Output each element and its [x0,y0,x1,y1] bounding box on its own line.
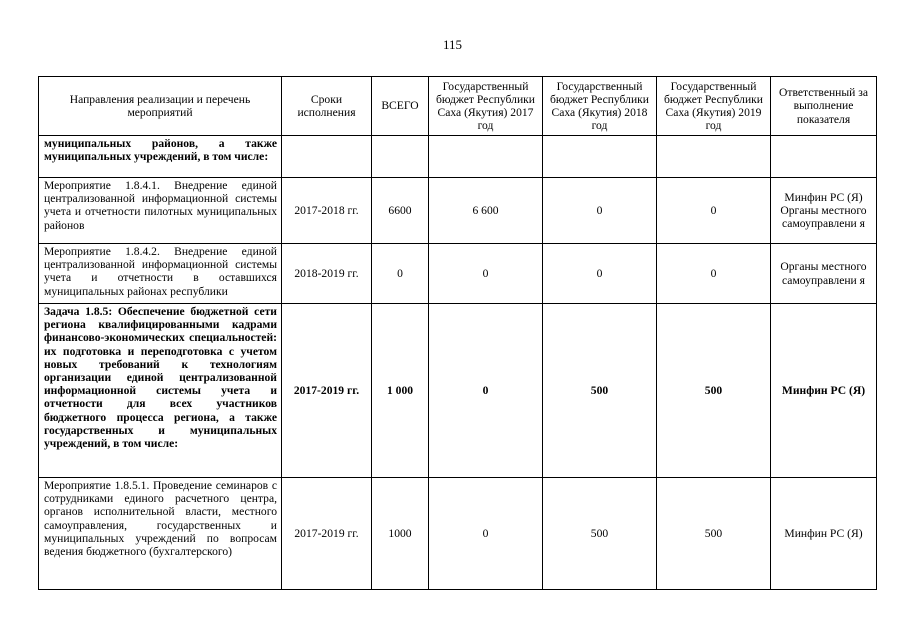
row-period: 2017-2018 гг. [282,178,372,244]
row-responsible: Минфин РС (Я) [771,478,877,590]
budget-table [38,76,877,590]
row-total: 0 [372,244,429,304]
row-name: Задача 1.8.5: Обеспечение бюджетной сети региона квалифицированными кадрами финансово-экономических специальностей: их подготовка и переподготовка с учетом новых требований к технологиям организации единой централизованной информационной системы учета и отчетности для всех участников бюджетного процесса региона, а также государственных и муниципальных учреждений, в том числе: [39,304,282,478]
row-2017 [429,136,543,178]
header-budget-2018: Государственный бюджет Республики Саха (Якутия) 2018 год [543,77,657,136]
row-responsible: Минфин РС (Я) [771,304,877,478]
table-row [39,178,877,244]
row-period: 2017-2019 гг. [282,304,372,478]
table-row [39,478,877,590]
row-2019: 0 [657,244,771,304]
row-responsible: Минфин РС (Я) Органы местного самоуправлени я [771,178,877,244]
table-row [39,304,877,478]
row-responsible: Органы местного самоуправлени я [771,244,877,304]
header-row [39,77,877,136]
header-budget-2017: Государственный бюджет Республики Саха (Якутия) 2017 год [429,77,543,136]
row-total: 6600 [372,178,429,244]
row-2019: 0 [657,178,771,244]
row-2017: 6 600 [429,178,543,244]
row-name: Мероприятие 1.8.4.2. Внедрение единой централизованной информационной системы учета и отчетности в оставшихся муниципальных районах республики [39,244,282,304]
row-2018: 0 [543,178,657,244]
row-period: 2017-2019 гг. [282,478,372,590]
table-row [39,244,877,304]
row-2019: 500 [657,304,771,478]
row-2017: 0 [429,244,543,304]
row-total: 1 000 [372,304,429,478]
row-2017: 0 [429,478,543,590]
header-directions: Направления реализации и перечень мероприятий [39,77,282,136]
row-period: 2018-2019 гг. [282,244,372,304]
header-total: ВСЕГО [372,77,429,136]
row-2018: 500 [543,478,657,590]
row-2018: 500 [543,304,657,478]
row-total [372,136,429,178]
row-name: Мероприятие 1.8.4.1. Внедрение единой централизованной информационной системы учета и отчетности пилотных муниципальных районов [39,178,282,244]
row-total: 1000 [372,478,429,590]
header-budget-2019: Государственный бюджет Республики Саха (Якутия) 2019 год [657,77,771,136]
row-2017: 0 [429,304,543,478]
row-name: муниципальных районов, а также муниципальных учреждений, в том числе: [39,136,282,178]
table-row [39,136,877,178]
header-period: Сроки исполнения [282,77,372,136]
row-2019 [657,136,771,178]
header-responsible: Ответственный за выполнение показателя [771,77,877,136]
row-responsible [771,136,877,178]
row-name: Мероприятие 1.8.5.1. Проведение семинаров с сотрудниками единого расчетного центра, органов исполнительной власти, местного самоуправления, государственных и муниципальных учреждений по вопросам ведения бюджетного (бухгалтерского) [39,478,282,590]
row-2018 [543,136,657,178]
row-period [282,136,372,178]
row-2019: 500 [657,478,771,590]
page-number: 115 [442,37,463,52]
row-2018: 0 [543,244,657,304]
